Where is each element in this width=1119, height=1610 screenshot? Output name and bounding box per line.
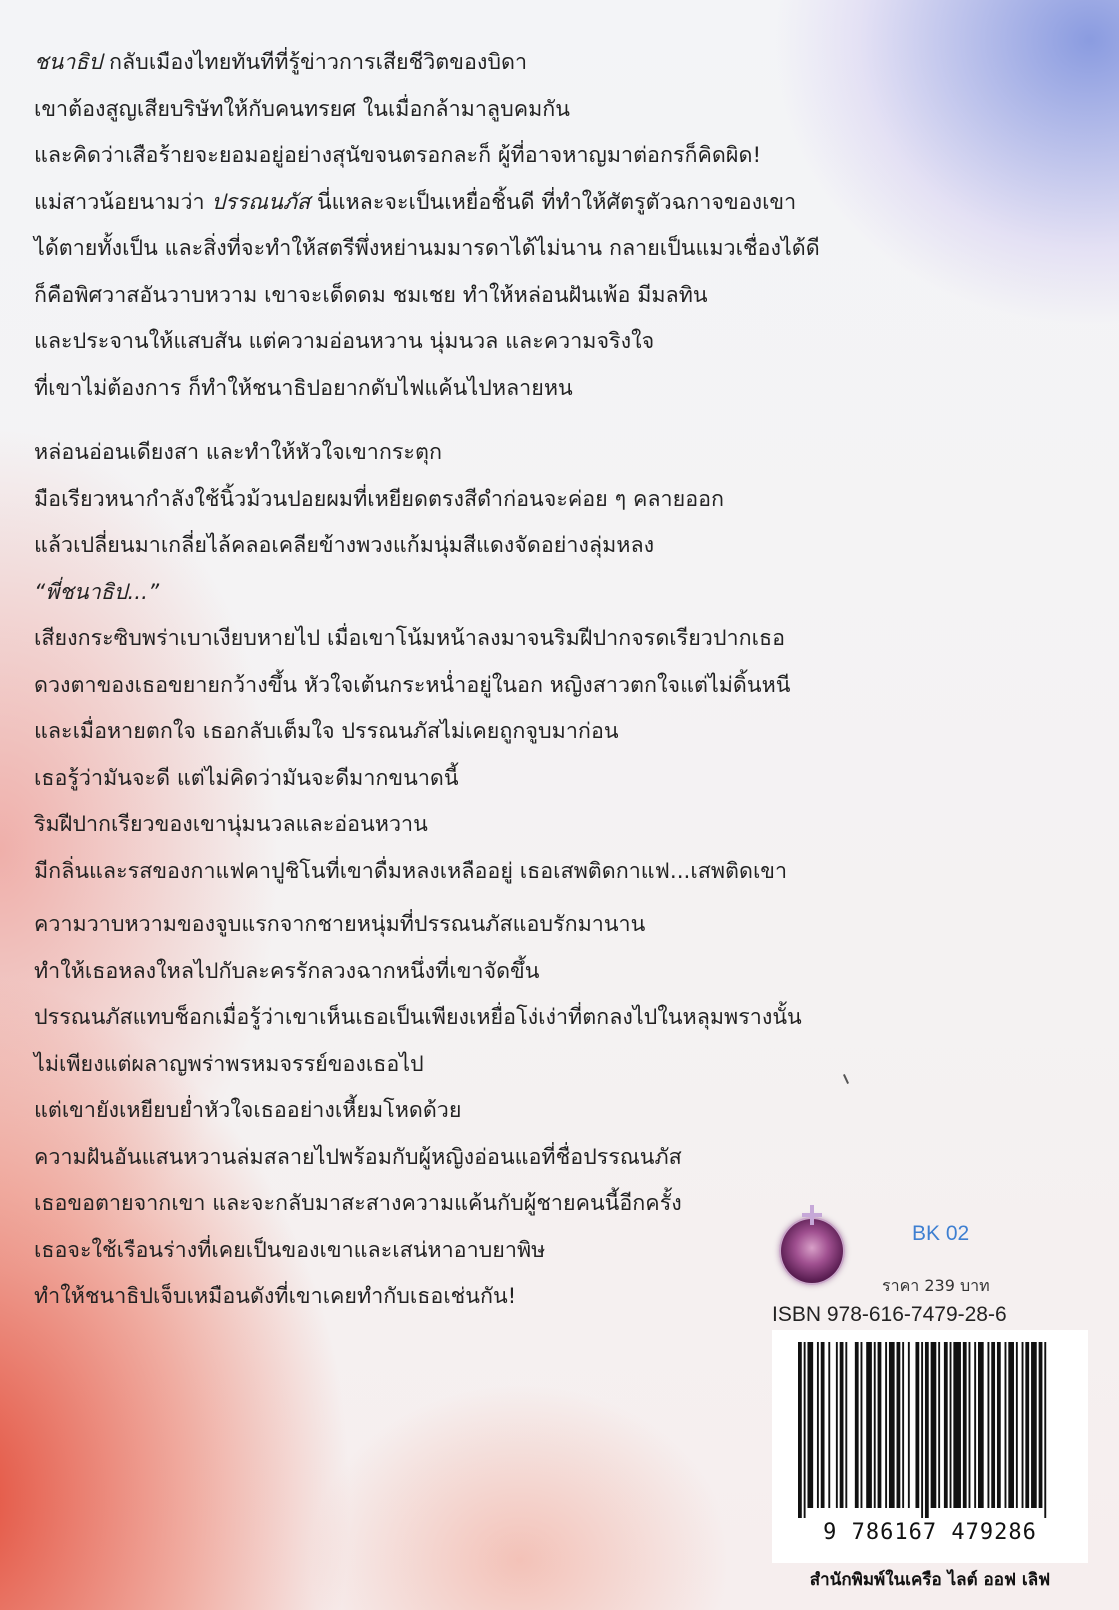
barcode-bar [817,1342,819,1508]
synopsis-paragraph-3 [34,902,1074,1321]
text-line: เสียงกระซิบพร่าเบาเงียบหายไป เมื่อเขาโน้มหน้าลงมาจนริมฝีปากจรดเรียวปากเธอ [34,626,785,651]
text-span: นี่แหละจะเป็นเหยื่อชิ้นดี ที่ทำให้ศัตรูตัวฉกาจของเขา [310,189,797,215]
barcode-bar [978,1342,984,1508]
text-line: และคิดว่าเสือร้ายจะยอมอยู่อย่างสุนัขจนตรอกละก็ ผู้ที่อาจหาญมาต่อกรก็คิดผิด! [34,143,762,168]
barcode-bar [840,1342,844,1508]
cross-ornament-icon [802,1205,822,1225]
text-line: เขาต้องสูญเสียบริษัทให้กับคนทรยศ ในเมื่อกล้ามาลูบคมกัน [34,96,570,122]
text-line: ทำให้เธอหลงใหลไปกับละครรักลวงฉากหนึ่งที่เขาจัดขึ้น [34,958,540,984]
barcode-bar [885,1342,887,1508]
barcode-bar [804,1342,806,1518]
synopsis-paragraph-2 [34,430,1074,895]
text-line: ก็คือพิศวาสอันวาบหวาม เขาจะเด็ดดม ชมเชย ทำให้หล่อนฝันเพ้อ มีมลทิน [34,282,708,308]
text-line: เธอรู้ว่ามันจะดี แต่ไม่คิดว่ามันจะดีมากขนาดนี้ [34,765,459,791]
barcode-bar [974,1342,976,1508]
text-line: มีกลิ่นและรสของกาแฟคาปูชิโนที่เขาดื่มหลงเหลืออยู่ เธอเสพติดกาแฟ...เสพติดเขา [34,858,788,884]
barcode-bar [1008,1342,1014,1508]
barcode-bar [915,1342,919,1508]
text-line: และประจานให้แสบสัน แต่ความอ่อนหวาน นุ่มนวล และความจริงใจ [34,329,655,354]
barcode-bar [969,1342,971,1508]
barcode-bar [997,1342,1001,1508]
text-line: แล้วเปลี่ยนมาเกลี่ยไล้คลอเคลียข้างพวงแก้มนุ่มสีแดงจัดอย่างลุ่มหลง [34,533,655,558]
barcode-bar [845,1342,847,1508]
text-span: แม่สาวน้อยนามว่า [34,189,212,215]
barcode-bar [1031,1342,1037,1508]
barcode-bar [963,1342,967,1508]
text-line: ได้ตายทั้งเป็น และสิ่งที่จะทำให้สตรีพึ่งหย่านมมารดาได้ไม่นาน กลายเป็นแมวเชื่องได้ดี [34,236,820,261]
barcode-bar [944,1342,948,1508]
heroine-name: ปรรณนภัส [211,189,311,215]
barcode-number: 9 786167 479286 [823,1520,1037,1545]
barcode-bar [889,1342,895,1508]
text-line: แต่เขายังเหยียบย่ำหัวใจเธออย่างเหี้ยมโหดด้วย [34,1098,462,1123]
text-span: กลับเมืองไทยทันทีที่รู้ข่าวการเสียชีวิตของบิดา [102,50,528,75]
barcode-bar [855,1342,859,1508]
barcode-bar [1044,1342,1046,1518]
barcode-icon [798,1342,1050,1518]
barcode-bar [1022,1342,1024,1508]
isbn-label: ISBN 978-616-7479-28-6 [772,1303,1007,1326]
barcode-bar [1039,1342,1043,1508]
text-line: ที่เขาไม่ต้องการ ก็ทำให้ชนาธิปอยากดับไฟแค้นไปหลายหน [34,375,573,401]
barcode-panel [772,1330,1088,1563]
text-line: ดวงตาของเธอขยายกว้างขึ้น หัวใจเต้นกระหน่ำอยู่ในอก หญิงสาวตกใจแต่ไม่ดิ้นหนี [34,672,791,698]
barcode-bar [938,1342,940,1508]
barcode-bar [908,1342,910,1508]
text-line: ปรรณนภัสแทบช็อกเมื่อรู้ว่าเขาเห็นเธอเป็นเพียงเหยื่อโง่เง่าที่ตกลงไปในหลุมพรางนั้น [34,1005,802,1030]
barcode-bar [836,1342,838,1508]
barcode-bar [1005,1342,1007,1508]
price-label: ราคา 239 บาท [882,1276,990,1295]
book-code: BK 02 [912,1222,970,1245]
barcode-bar [925,1342,929,1518]
text-line: และเมื่อหายตกใจ เธอกลับเต็มใจ ปรรณนภัสไม่เคยถูกจูบมาก่อน [34,719,619,744]
text-line: เธอจะใช้เรือนร่างที่เคยเป็นของเขาและเสน่หาอาบยาพิษ [34,1237,546,1263]
synopsis-paragraph-1 [34,40,1074,412]
text-line: มือเรียวหนากำลังใช้นิ้วม้วนปอยผมที่เหยียดตรงสีดำก่อนจะค่อย ๆ คลายออก [34,486,725,512]
barcode-bar [861,1342,863,1508]
barcode-bar [866,1342,872,1508]
text-line: ทำให้ชนาธิปเจ็บเหมือนดังที่เขาเคยทำกับเธอเช่นกัน! [34,1284,517,1309]
barcode-bar [897,1342,901,1508]
publisher-crest-icon [779,1217,845,1285]
barcode-bar [874,1342,876,1508]
text-line: ความฝันอันแสนหวานล่มสลายไปพร้อมกับผู้หญิงอ่อนแอที่ชื่อปรรณนภัส [34,1144,682,1170]
text-line [34,180,1074,227]
text-line: เธอขอตายจากเขา และจะกลับมาสะสางความแค้นกับผู้ชายคนนี้อีกครั้ง [34,1191,682,1216]
hero-name: ชนาธิป [34,50,103,75]
barcode-bar [1016,1342,1018,1508]
barcode-bar [931,1342,937,1508]
barcode-bar [987,1342,989,1508]
text-line: ความวาบหวามของจูบแรกจากชายหนุ่มที่ปรรณนภัสแอบรักมานาน [34,912,646,937]
text-line [34,40,1074,87]
text-line: หล่อนอ่อนเดียงสา และทำให้หัวใจเขากระตุก [34,440,442,465]
barcode-bar [953,1342,961,1508]
barcode-bar [828,1342,830,1508]
barcode-bar [821,1342,825,1508]
publisher-name: สำนักพิมพ์ในเครือ ไลต์ ออฟ เลิฟ [809,1570,1051,1590]
text-line: ไม่เพียงแต่ผลาญพร่าพรหมจรรย์ของเธอไป [34,1051,424,1077]
barcode-bar [1025,1342,1029,1508]
text-line: ริมฝีปากเรียวของเขานุ่มนวลและอ่อนหวาน [34,812,428,837]
barcode-bar [798,1342,802,1518]
dialogue-line: “พี่ชนาธิป...” [34,579,160,605]
barcode-bar [991,1342,995,1508]
barcode-bar [902,1342,904,1508]
barcode-bar [807,1342,813,1508]
barcode-bar [921,1342,923,1518]
barcode-bar [878,1342,882,1508]
barcode-bar [950,1342,952,1508]
